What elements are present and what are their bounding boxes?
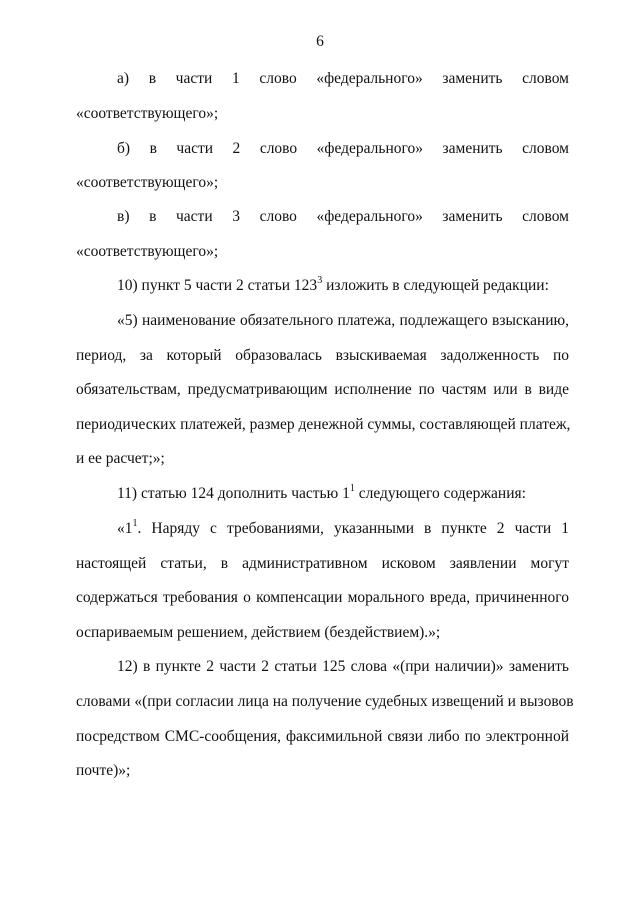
item-11-quote-open: «1 (117, 520, 133, 537)
item-12-line-2: словами «(при согласии лица на получение судебных извещений и вызовов (76, 693, 574, 710)
item-10-intro-text-end: изложить в следующей редакции: (322, 277, 549, 294)
item-11-quote-superscript: 1 (132, 517, 138, 529)
item-10-quote-line-2: период, за который образовалась взыскиваемая задолженность по (76, 347, 569, 364)
item-c-line-1: в) в части 3 слово «федерального» заменить словом (117, 208, 569, 225)
item-10-intro (117, 276, 569, 296)
item-10-quote-line-4: периодических платежей, размер денежной суммы, составляющей платеж, (76, 416, 571, 433)
item-10-intro-superscript: 3 (317, 274, 323, 286)
item-11-intro-text-end: следующего содержания: (354, 485, 526, 502)
item-c-line-2: «соответствующего»; (76, 243, 219, 260)
item-10-quote-line-1: «5) наименование обязательного платежа, подлежащего взысканию, (117, 312, 569, 329)
item-10-quote-line-5: и ее расчет;»; (76, 450, 165, 467)
item-12-line-1: 12) в пункте 2 части 2 статьи 125 слова «(при наличии)» заменить (117, 658, 569, 675)
item-11-quote-line-1-text: . Наряду с требованиями, указанными в пункте 2 части 1 (137, 520, 569, 537)
item-11-quote-line-4: оспариваемым решением, действием (бездействием).»; (76, 624, 441, 641)
item-a-line-1: а) в части 1 слово «федерального» заменить словом (117, 70, 569, 87)
item-12-line-3: посредством СМС-сообщения, факсимильной связи либо по электронной (76, 728, 569, 745)
item-11-quote-line-2: настоящей статьи, в административном исковом заявлении могут (76, 555, 569, 572)
item-11-intro-text: 11) статью 124 дополнить частью 1 (117, 485, 350, 502)
item-11-intro (117, 484, 569, 504)
item-11-quote-line-1 (117, 519, 569, 539)
item-b-line-2: «соответствующего»; (76, 174, 219, 191)
item-11-quote-line-3: содержаться требования о компенсации морального вреда, причиненного (76, 589, 569, 606)
item-10-quote-line-3: обязательствам, предусматривающим исполнение по частям или в виде (76, 381, 569, 398)
item-11-intro-superscript: 1 (349, 482, 355, 494)
item-a-line-2: «соответствующего»; (76, 105, 219, 122)
item-10-intro-text: 10) пункт 5 части 2 статьи 123 (117, 277, 318, 294)
item-b-line-1: б) в части 2 слово «федерального» заменить словом (117, 140, 569, 157)
item-12-line-4: почте)»; (76, 762, 131, 779)
page-number: 6 (316, 33, 324, 50)
